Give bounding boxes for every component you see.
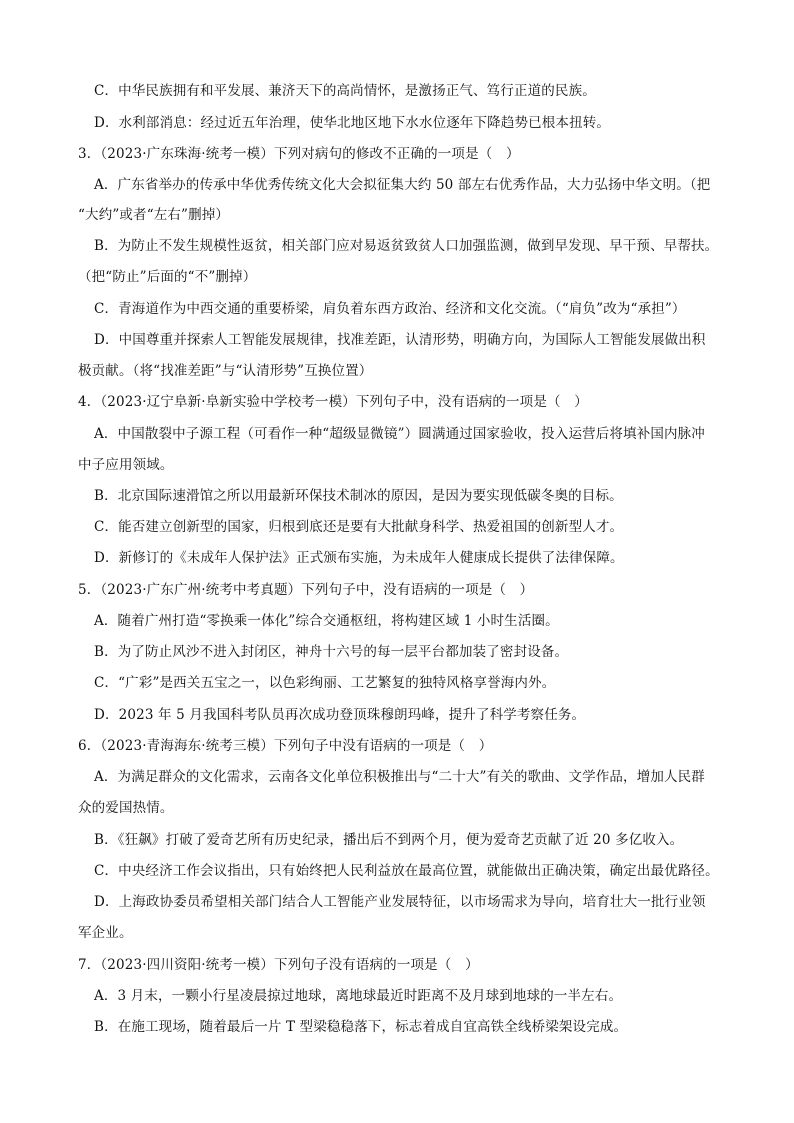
- option-b-q6: B．《狂飙》打破了爱奇艺所有历史纪录，播出后不到两个月，便为爱奇艺贡献了近 20 多亿收入。: [94, 832, 684, 848]
- option-d-q2: D．水利部消息：经过近五年治理，使华北地区地下水水位逐年下降趋势已根本扭转。: [94, 115, 611, 131]
- option-c-q4: C．能否建立创新型的国家，归根到底还是要有大批献身科学、热爱祖国的创新型人才。: [94, 519, 624, 535]
- option-a-q4: A．中国散裂中子源工程（可看作一种“超级显微镜”）圆满通过国家验收，投入运营后将填补国内脉冲: [94, 426, 705, 442]
- option-c-q3: C．青海道作为中西交通的重要桥梁，肩负着东西方政治、经济和文化交流。（“肩负”改为“承担”）: [94, 301, 686, 317]
- question-5-stem: 5．（2023·广东广州·统考中考真题）下列句子中，没有语病的一项是（ ）: [78, 582, 534, 598]
- option-c-q2: C．中华民族拥有和平发展、兼济天下的高尚情怀，是激扬正气、笃行正道的民族。: [94, 83, 596, 99]
- question-4-stem: 4．（2023·辽宁阜新·阜新实验中学校考一模）下列句子中，没有语病的一项是（ ）: [78, 394, 588, 410]
- option-d-q3: D．中国尊重并探索人工智能发展规律，找准差距，认清形势，明确方向，为国际人工智能发展做出积: [94, 332, 706, 348]
- option-b-q7: B．在施工现场，随着最后一片 T 型梁稳稳落下，标志着成自宜高铁全线桥梁架设完成。: [94, 1019, 628, 1035]
- option-a-q6: A．为满足群众的文化需求，云南各文化单位积极推出与“二十大”有关的歌曲、文学作品，增加人民群: [94, 769, 705, 785]
- option-b-q5: B．为了防止风沙不进入封闭区，神舟十六号的每一层平台都加装了密封设备。: [94, 644, 569, 660]
- option-d-q4: D．新修订的《未成年人保护法》正式颁布实施，为未成年人健康成长提供了法律保障。: [94, 550, 624, 566]
- option-b-q3-cont: （把“防止”后面的“不”删掉）: [78, 269, 257, 285]
- option-d-q6: D．上海政协委员希望相关部门结合人工智能产业发展特征，以市场需求为导向，培育壮大一批行业领: [94, 894, 706, 910]
- option-d-q5: D．2023 年 5 月我国科考队员再次成功登顶珠穆朗玛峰，提升了科学考察任务。: [94, 707, 586, 723]
- option-a-q5: A．随着广州打造“零换乘一体化”综合交通枢纽，将构建区域 1 小时生活圈。: [94, 613, 559, 629]
- option-c-q5: C．“广彩”是西关五宝之一，以色彩绚丽、工艺繁复的独特风格享誉海内外。: [94, 675, 556, 691]
- question-6-stem: 6．（2023·青海海东·统考三模）下列句子中没有语病的一项是（ ）: [78, 738, 493, 754]
- option-b-q4: B．北京国际速滑馆之所以用最新环保技术制冰的原因，是因为要实现低碳冬奥的目标。: [94, 488, 623, 504]
- question-3-stem: 3．（2023·广东珠海·统考一模）下列对病句的修改不正确的一项是（ ）: [78, 146, 520, 162]
- option-b-q3: B．为防止不发生规模性返贫，相关部门应对易返贫致贫人口加强监测，做到早发现、早干预、早帮扶。: [94, 238, 719, 254]
- option-d-q3-cont: 极贡献。（将“找准差距”与“认清形势”互换位置）: [78, 363, 373, 379]
- option-d-q6-cont: 军企业。: [78, 925, 133, 941]
- option-a-q3: A．广东省举办的传承中华优秀传统文化大会拟征集大约 50 部左右优秀作品，大力弘扬中华文明。（把: [94, 177, 711, 193]
- question-7-stem: 7．（2023·四川资阳·统考一模）下列句子没有语病的一项是（ ）: [78, 957, 479, 973]
- option-c-q6: C．中央经济工作会议指出，只有始终把人民利益放在最高位置，就能做出正确决策，确定出最优路径。: [94, 863, 719, 879]
- option-a-q7: A．3 月末，一颗小行星凌晨掠过地球，离地球最近时距离不及月球到地球的一半左右。: [94, 988, 623, 1004]
- option-a-q3-cont: “大约”或者“左右”删掉）: [78, 207, 230, 223]
- option-a-q6-cont: 众的爱国热情。: [78, 800, 174, 816]
- option-a-q4-cont: 中子应用领域。: [78, 457, 174, 473]
